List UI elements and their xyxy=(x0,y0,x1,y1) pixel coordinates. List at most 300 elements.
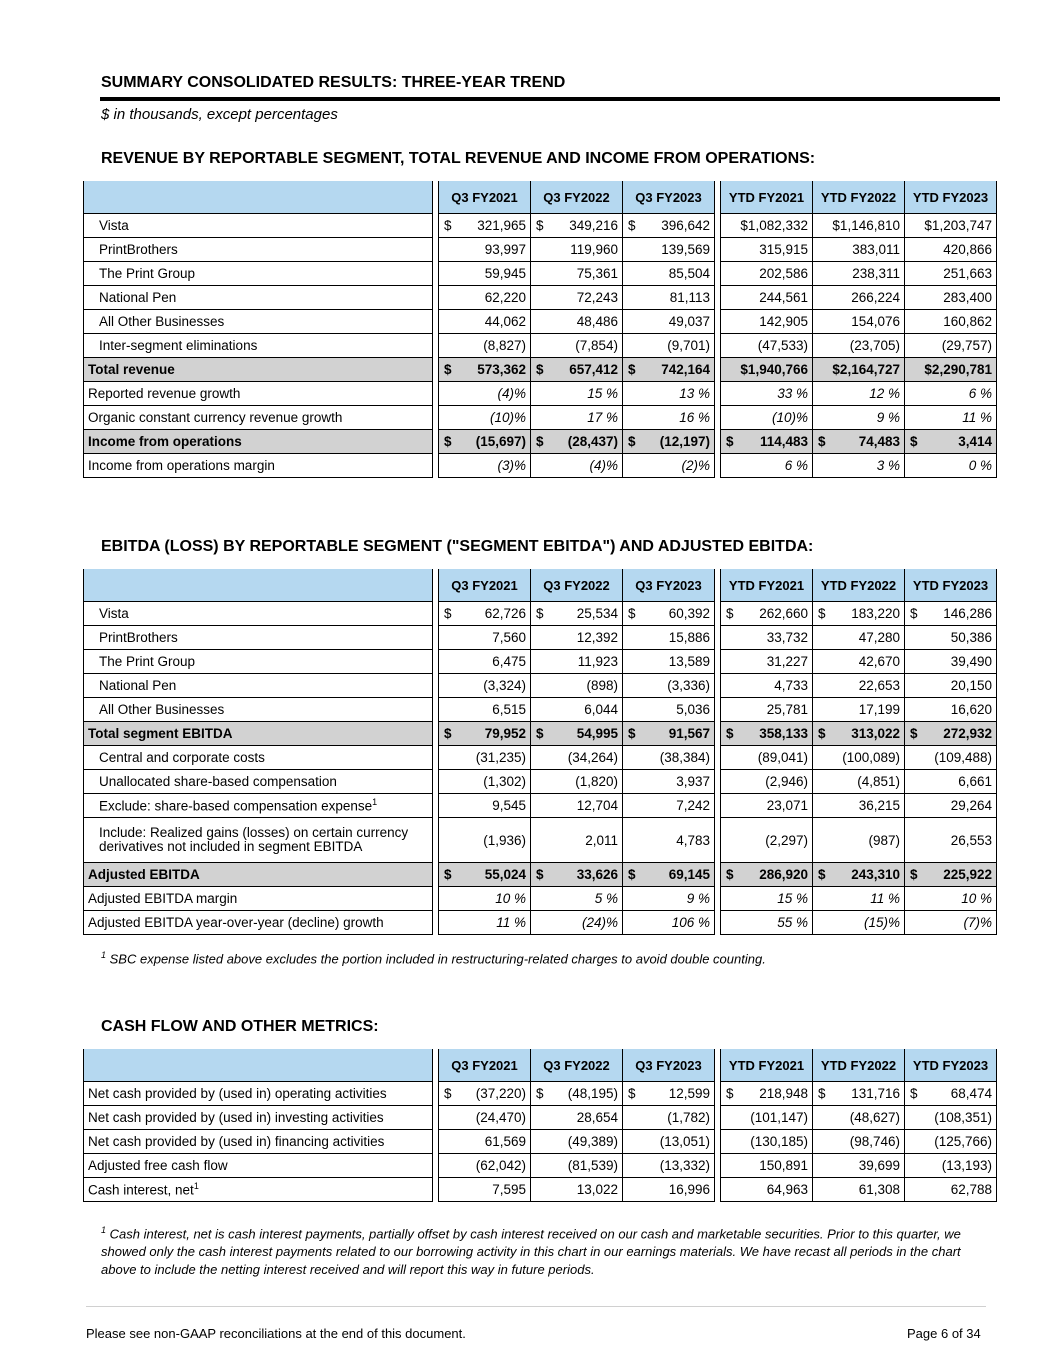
value-cell: 11,923 xyxy=(531,650,623,674)
value-cell: $ 60,392 xyxy=(623,602,715,626)
value-cell: 61,569 xyxy=(439,1130,531,1154)
table-row xyxy=(83,650,997,674)
table-row xyxy=(83,238,997,262)
currency-symbol: $ xyxy=(818,867,826,882)
value-cell: 202,586 xyxy=(721,262,813,286)
table-row xyxy=(83,286,997,310)
value-cell: 48,486 xyxy=(531,310,623,334)
value-cell: 16,620 xyxy=(905,698,997,722)
value-cell: (3)% xyxy=(439,454,531,478)
row-label-printbrothers: PrintBrothers xyxy=(83,238,433,262)
table-header-row xyxy=(83,569,997,602)
value-cell: $ 62,726 xyxy=(439,602,531,626)
table-row xyxy=(83,626,997,650)
row-label-net-cash-provided-by-used-in-financing-a: Net cash provided by (used in) financing activities xyxy=(83,1130,433,1154)
currency-symbol: $ xyxy=(910,434,918,449)
value-cell: 119,960 xyxy=(531,238,623,262)
column-header-ytd-fy2022: YTD FY2022 xyxy=(813,181,905,214)
value-cell: (24,470) xyxy=(439,1106,531,1130)
value-cell: (130,185) xyxy=(721,1130,813,1154)
value-cell: (48,627) xyxy=(813,1106,905,1130)
column-header-ytd-fy2022: YTD FY2022 xyxy=(813,1049,905,1082)
currency-symbol: $ xyxy=(628,726,636,741)
value-cell: (13,193) xyxy=(905,1154,997,1178)
row-label-unallocated-share-based-compensation: Unallocated share-based compensation xyxy=(83,770,433,794)
currency-symbol: $ xyxy=(444,362,452,377)
value-cell: $ (12,197) xyxy=(623,430,715,454)
value-cell: 6 % xyxy=(721,454,813,478)
value-cell: 4,733 xyxy=(721,674,813,698)
value-cell: (108,351) xyxy=(905,1106,997,1130)
value-cell: 383,011 xyxy=(813,238,905,262)
value-cell: $ 33,626 xyxy=(531,863,623,887)
value-cell: 12 % xyxy=(813,382,905,406)
currency-symbol: $ xyxy=(818,434,826,449)
value-cell: (89,041) xyxy=(721,746,813,770)
value-cell: $1,146,810 xyxy=(813,214,905,238)
currency-symbol: $ xyxy=(536,218,544,233)
value-cell: 3,937 xyxy=(623,770,715,794)
currency-symbol: $ xyxy=(444,434,452,449)
value-cell: 11 % xyxy=(905,406,997,430)
column-header-q3-fy2021: Q3 FY2021 xyxy=(439,1049,531,1082)
row-label-vista: Vista xyxy=(83,214,433,238)
row-label-vista: Vista xyxy=(83,602,433,626)
value-cell: $ 74,483 xyxy=(813,430,905,454)
value-cell: (8,827) xyxy=(439,334,531,358)
column-header-ytd-fy2021: YTD FY2021 xyxy=(721,181,813,214)
table-row xyxy=(83,406,997,430)
table-row xyxy=(83,262,997,286)
value-cell: (31,235) xyxy=(439,746,531,770)
row-label-organic-constant-currency-revenue-growth: Organic constant currency revenue growth xyxy=(83,406,433,430)
value-cell: (125,766) xyxy=(905,1130,997,1154)
value-cell: (100,089) xyxy=(813,746,905,770)
currency-symbol: $ xyxy=(628,867,636,882)
table-row xyxy=(83,430,997,454)
value-cell: 59,945 xyxy=(439,262,531,286)
value-cell: 9,545 xyxy=(439,794,531,818)
value-cell: 62,788 xyxy=(905,1178,997,1202)
value-cell: $ 69,145 xyxy=(623,863,715,887)
table-row xyxy=(83,863,997,887)
value-cell: 36,215 xyxy=(813,794,905,818)
value-cell: $ 218,948 xyxy=(721,1082,813,1106)
currency-symbol: $ xyxy=(818,606,826,621)
revenue-section-title: REVENUE BY REPORTABLE SEGMENT, TOTAL REVENUE AND INCOME FROM OPERATIONS: xyxy=(101,150,816,167)
currency-symbol: $ xyxy=(910,606,918,621)
currency-symbol: $ xyxy=(536,434,544,449)
value-cell: 238,311 xyxy=(813,262,905,286)
value-cell: (49,389) xyxy=(531,1130,623,1154)
row-label-the-print-group: The Print Group xyxy=(83,650,433,674)
value-cell: 93,997 xyxy=(439,238,531,262)
row-label-national-pen: National Pen xyxy=(83,674,433,698)
value-cell: $ 3,414 xyxy=(905,430,997,454)
table-row xyxy=(83,1106,997,1130)
column-header-q3-fy2023: Q3 FY2023 xyxy=(623,181,715,214)
currency-symbol: $ xyxy=(726,434,734,449)
value-cell: $1,940,766 xyxy=(721,358,813,382)
value-cell: $ 742,164 xyxy=(623,358,715,382)
row-label-income-from-operations: Income from operations xyxy=(83,430,433,454)
table-row xyxy=(83,1178,997,1202)
value-cell: 17,199 xyxy=(813,698,905,722)
table-row xyxy=(83,911,997,935)
value-cell: 47,280 xyxy=(813,626,905,650)
row-label-all-other-businesses: All Other Businesses xyxy=(83,310,433,334)
value-cell: 64,963 xyxy=(721,1178,813,1202)
row-label-all-other-businesses: All Other Businesses xyxy=(83,698,433,722)
column-header-q3-fy2023: Q3 FY2023 xyxy=(623,1049,715,1082)
value-cell: $ 146,286 xyxy=(905,602,997,626)
table-row xyxy=(83,674,997,698)
column-header-q3-fy2023: Q3 FY2023 xyxy=(623,569,715,602)
table-row xyxy=(83,794,997,818)
value-cell: 4,783 xyxy=(623,818,715,863)
value-cell: 315,915 xyxy=(721,238,813,262)
value-cell: 11 % xyxy=(813,887,905,911)
value-cell: (2)% xyxy=(623,454,715,478)
table-row xyxy=(83,1082,997,1106)
value-cell: (9,701) xyxy=(623,334,715,358)
value-cell: $ 183,220 xyxy=(813,602,905,626)
value-cell: 15 % xyxy=(531,382,623,406)
column-header-ytd-fy2023: YTD FY2023 xyxy=(905,1049,997,1082)
row-label-adjusted-ebitda: Adjusted EBITDA xyxy=(83,863,433,887)
value-cell: 10 % xyxy=(439,887,531,911)
table-row xyxy=(83,1154,997,1178)
value-cell: 44,062 xyxy=(439,310,531,334)
row-label-exclude-share-based-compensation-expense: Exclude: share-based compensation expense$^1$ xyxy=(83,794,433,818)
table-row xyxy=(83,602,997,626)
value-cell: (3,336) xyxy=(623,674,715,698)
currency-symbol: $ xyxy=(818,726,826,741)
value-cell: $ 396,642 xyxy=(623,214,715,238)
row-label-include-realized-gains-losses-on-certain: Include: Realized gains (losses) on certain currency derivatives not included in segment EBITDA xyxy=(83,818,433,863)
footer-rule xyxy=(86,1306,986,1307)
value-cell: $ 349,216 xyxy=(531,214,623,238)
table-row xyxy=(83,310,997,334)
value-cell: $ 313,022 xyxy=(813,722,905,746)
value-cell: (4)% xyxy=(531,454,623,478)
currency-symbol: $ xyxy=(910,1086,918,1101)
value-cell: 10 % xyxy=(905,887,997,911)
value-cell: $ 225,922 xyxy=(905,863,997,887)
value-cell: 81,113 xyxy=(623,286,715,310)
value-cell: 22,653 xyxy=(813,674,905,698)
value-cell: 20,150 xyxy=(905,674,997,698)
value-cell: (23,705) xyxy=(813,334,905,358)
row-label-net-cash-provided-by-used-in-operating-a: Net cash provided by (used in) operating activities xyxy=(83,1082,433,1106)
value-cell: 16,996 xyxy=(623,1178,715,1202)
value-cell: 251,663 xyxy=(905,262,997,286)
row-label-printbrothers: PrintBrothers xyxy=(83,626,433,650)
value-cell: (81,539) xyxy=(531,1154,623,1178)
currency-symbol: $ xyxy=(726,606,734,621)
table-row xyxy=(83,887,997,911)
currency-symbol: $ xyxy=(536,1086,544,1101)
currency-symbol: $ xyxy=(628,434,636,449)
value-cell: 5 % xyxy=(531,887,623,911)
value-cell: 33,732 xyxy=(721,626,813,650)
value-cell: 28,654 xyxy=(531,1106,623,1130)
value-cell: (15)% xyxy=(813,911,905,935)
value-cell: (34,264) xyxy=(531,746,623,770)
value-cell: $1,082,332 xyxy=(721,214,813,238)
column-header-q3-fy2022: Q3 FY2022 xyxy=(531,1049,623,1082)
value-cell: (4,851) xyxy=(813,770,905,794)
value-cell: (1,782) xyxy=(623,1106,715,1130)
value-cell: $ 262,660 xyxy=(721,602,813,626)
value-cell: (2,946) xyxy=(721,770,813,794)
value-cell: (7,854) xyxy=(531,334,623,358)
value-cell: 13 % xyxy=(623,382,715,406)
value-cell: 6,661 xyxy=(905,770,997,794)
value-cell: 31,227 xyxy=(721,650,813,674)
row-label-adjusted-ebitda-margin: Adjusted EBITDA margin xyxy=(83,887,433,911)
column-header-q3-fy2021: Q3 FY2021 xyxy=(439,569,531,602)
value-cell: (47,533) xyxy=(721,334,813,358)
value-cell: (29,757) xyxy=(905,334,997,358)
header-label-cell xyxy=(83,569,433,602)
row-label-cash-interest-net: Cash interest, net$^1$ xyxy=(83,1178,433,1202)
value-cell: 23,071 xyxy=(721,794,813,818)
value-cell: 150,891 xyxy=(721,1154,813,1178)
table-row xyxy=(83,698,997,722)
currency-symbol: $ xyxy=(536,726,544,741)
currency-symbol: $ xyxy=(726,726,734,741)
value-cell: (13,332) xyxy=(623,1154,715,1178)
table-row xyxy=(83,722,997,746)
value-cell: $ 68,474 xyxy=(905,1082,997,1106)
page-title: SUMMARY CONSOLIDATED RESULTS: THREE-YEAR TREND xyxy=(101,74,566,91)
table-row xyxy=(83,746,997,770)
table-row xyxy=(83,1130,997,1154)
ebitda-table xyxy=(83,569,997,935)
value-cell: 62,220 xyxy=(439,286,531,310)
value-cell: (10)% xyxy=(721,406,813,430)
header-label-cell xyxy=(83,181,433,214)
table-row xyxy=(83,454,997,478)
value-cell: 72,243 xyxy=(531,286,623,310)
value-cell: 15 % xyxy=(721,887,813,911)
currency-symbol: $ xyxy=(536,867,544,882)
value-cell: $ 573,362 xyxy=(439,358,531,382)
ebitda-footnote: $^1$ SBC expense listed above excludes the portion included in restructuring-related charges to avoid double counting. xyxy=(101,950,766,967)
value-cell: 6 % xyxy=(905,382,997,406)
value-cell: 85,504 xyxy=(623,262,715,286)
footer-note: Please see non-GAAP reconciliations at the end of this document. xyxy=(86,1326,466,1341)
value-cell: $2,290,781 xyxy=(905,358,997,382)
value-cell: 16 % xyxy=(623,406,715,430)
value-cell: 13,589 xyxy=(623,650,715,674)
value-cell: 25,781 xyxy=(721,698,813,722)
column-header-q3-fy2022: Q3 FY2022 xyxy=(531,181,623,214)
currency-symbol: $ xyxy=(818,1086,826,1101)
value-cell: 61,308 xyxy=(813,1178,905,1202)
cashflow-section-title: CASH FLOW AND OTHER METRICS: xyxy=(101,1018,379,1035)
value-cell: $ 657,412 xyxy=(531,358,623,382)
table-row xyxy=(83,214,997,238)
value-cell: (13,051) xyxy=(623,1130,715,1154)
value-cell: (98,746) xyxy=(813,1130,905,1154)
cashflow-table xyxy=(83,1049,997,1202)
row-label-adjusted-free-cash-flow: Adjusted free cash flow xyxy=(83,1154,433,1178)
row-label-central-and-corporate-costs: Central and corporate costs xyxy=(83,746,433,770)
table-header-row xyxy=(83,181,997,214)
currency-symbol: $ xyxy=(536,362,544,377)
row-label-reported-revenue-growth: Reported revenue growth xyxy=(83,382,433,406)
currency-symbol: $ xyxy=(910,726,918,741)
column-header-q3-fy2021: Q3 FY2021 xyxy=(439,181,531,214)
row-label-total-segment-ebitda: Total segment EBITDA xyxy=(83,722,433,746)
value-cell: 283,400 xyxy=(905,286,997,310)
value-cell: 5,036 xyxy=(623,698,715,722)
value-cell: (1,936) xyxy=(439,818,531,863)
value-cell: $ 54,995 xyxy=(531,722,623,746)
value-cell: (898) xyxy=(531,674,623,698)
value-cell: 160,862 xyxy=(905,310,997,334)
currency-symbol: $ xyxy=(444,606,452,621)
page-subtitle: $ in thousands, except percentages xyxy=(101,106,338,123)
value-cell: $2,164,727 xyxy=(813,358,905,382)
value-cell: 7,560 xyxy=(439,626,531,650)
value-cell: (3,324) xyxy=(439,674,531,698)
table-row xyxy=(83,770,997,794)
value-cell: $ 131,716 xyxy=(813,1082,905,1106)
value-cell: 420,866 xyxy=(905,238,997,262)
value-cell: (1,302) xyxy=(439,770,531,794)
value-cell: 55 % xyxy=(721,911,813,935)
value-cell: $ 321,965 xyxy=(439,214,531,238)
column-header-ytd-fy2021: YTD FY2021 xyxy=(721,569,813,602)
value-cell: 42,670 xyxy=(813,650,905,674)
currency-symbol: $ xyxy=(628,362,636,377)
value-cell: (7)% xyxy=(905,911,997,935)
value-cell: (2,297) xyxy=(721,818,813,863)
value-cell: 7,595 xyxy=(439,1178,531,1202)
value-cell: 0 % xyxy=(905,454,997,478)
table-row xyxy=(83,382,997,406)
row-label-total-revenue: Total revenue xyxy=(83,358,433,382)
value-cell: $1,203,747 xyxy=(905,214,997,238)
value-cell: 154,076 xyxy=(813,310,905,334)
value-cell: (38,384) xyxy=(623,746,715,770)
value-cell: $ (48,195) xyxy=(531,1082,623,1106)
value-cell: 49,037 xyxy=(623,310,715,334)
value-cell: 15,886 xyxy=(623,626,715,650)
value-cell: (24)% xyxy=(531,911,623,935)
value-cell: 142,905 xyxy=(721,310,813,334)
currency-symbol: $ xyxy=(910,867,918,882)
value-cell: 266,224 xyxy=(813,286,905,310)
value-cell: 50,386 xyxy=(905,626,997,650)
currency-symbol: $ xyxy=(628,218,636,233)
value-cell: $ 114,483 xyxy=(721,430,813,454)
column-header-ytd-fy2023: YTD FY2023 xyxy=(905,569,997,602)
table-row xyxy=(83,334,997,358)
value-cell: 39,699 xyxy=(813,1154,905,1178)
revenue-table xyxy=(83,181,997,478)
column-header-ytd-fy2021: YTD FY2021 xyxy=(721,1049,813,1082)
value-cell: 244,561 xyxy=(721,286,813,310)
row-label-inter-segment-eliminations: Inter-segment eliminations xyxy=(83,334,433,358)
currency-symbol: $ xyxy=(628,606,636,621)
ebitda-section-title: EBITDA (LOSS) BY REPORTABLE SEGMENT ("SEGMENT EBITDA") AND ADJUSTED EBITDA: xyxy=(101,538,814,555)
row-label-the-print-group: The Print Group xyxy=(83,262,433,286)
value-cell: (101,147) xyxy=(721,1106,813,1130)
row-label-national-pen: National Pen xyxy=(83,286,433,310)
value-cell: 26,553 xyxy=(905,818,997,863)
column-header-ytd-fy2022: YTD FY2022 xyxy=(813,569,905,602)
value-cell: 75,361 xyxy=(531,262,623,286)
value-cell: 6,044 xyxy=(531,698,623,722)
table-header-row xyxy=(83,1049,997,1082)
value-cell: 13,022 xyxy=(531,1178,623,1202)
currency-symbol: $ xyxy=(726,1086,734,1101)
value-cell: (4)% xyxy=(439,382,531,406)
value-cell: $ 79,952 xyxy=(439,722,531,746)
value-cell: 12,704 xyxy=(531,794,623,818)
currency-symbol: $ xyxy=(444,218,452,233)
value-cell: 6,515 xyxy=(439,698,531,722)
header-label-cell xyxy=(83,1049,433,1082)
currency-symbol: $ xyxy=(628,1086,636,1101)
value-cell: 7,242 xyxy=(623,794,715,818)
value-cell: $ 91,567 xyxy=(623,722,715,746)
table-row xyxy=(83,358,997,382)
value-cell: $ (15,697) xyxy=(439,430,531,454)
value-cell: (987) xyxy=(813,818,905,863)
column-header-ytd-fy2023: YTD FY2023 xyxy=(905,181,997,214)
currency-symbol: $ xyxy=(726,867,734,882)
value-cell: $ 12,599 xyxy=(623,1082,715,1106)
value-cell: 6,475 xyxy=(439,650,531,674)
value-cell: $ 286,920 xyxy=(721,863,813,887)
value-cell: (109,488) xyxy=(905,746,997,770)
currency-symbol: $ xyxy=(536,606,544,621)
value-cell: 33 % xyxy=(721,382,813,406)
value-cell: $ (28,437) xyxy=(531,430,623,454)
value-cell: (10)% xyxy=(439,406,531,430)
page-number: Page 6 of 34 xyxy=(907,1326,981,1341)
value-cell: 17 % xyxy=(531,406,623,430)
value-cell: (62,042) xyxy=(439,1154,531,1178)
currency-symbol: $ xyxy=(444,726,452,741)
column-header-q3-fy2022: Q3 FY2022 xyxy=(531,569,623,602)
title-rule xyxy=(100,97,1000,101)
value-cell: $ 25,534 xyxy=(531,602,623,626)
value-cell: $ 358,133 xyxy=(721,722,813,746)
value-cell: 9 % xyxy=(813,406,905,430)
value-cell: 29,264 xyxy=(905,794,997,818)
cashflow-footnote: $^1$ Cash interest, net is cash interest payments, partially offset by cash interest received on our cash and marketable securities. Prior to this quarter, we showed only the cash interest payments related to our borrowing activity in this chart in our earnings materials. We have recast all periods in the chart above to include the netting interest received and will report this way in future periods. xyxy=(101,1225,961,1278)
row-label-adjusted-ebitda-year-over-year-decline-g: Adjusted EBITDA year-over-year (decline) growth xyxy=(83,911,433,935)
table-row xyxy=(83,818,997,863)
value-cell: 106 % xyxy=(623,911,715,935)
value-cell: 2,011 xyxy=(531,818,623,863)
row-label-net-cash-provided-by-used-in-investing-a: Net cash provided by (used in) investing activities xyxy=(83,1106,433,1130)
value-cell: 3 % xyxy=(813,454,905,478)
value-cell: 39,490 xyxy=(905,650,997,674)
value-cell: (1,820) xyxy=(531,770,623,794)
value-cell: 139,569 xyxy=(623,238,715,262)
value-cell: $ 272,932 xyxy=(905,722,997,746)
value-cell: 11 % xyxy=(439,911,531,935)
value-cell: $ 55,024 xyxy=(439,863,531,887)
value-cell: 9 % xyxy=(623,887,715,911)
